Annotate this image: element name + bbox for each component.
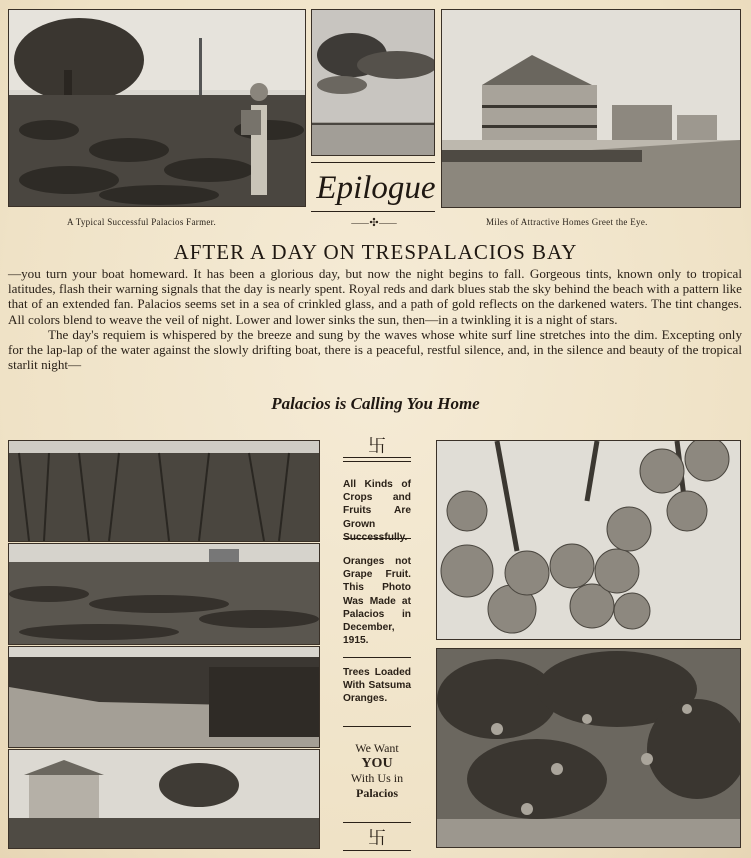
crops-photo-1	[8, 440, 320, 542]
body-paragraph-1: —you turn your boat homeward. It has been a glorious day, but now the night begins to fall. Gorgeous tints, known only to tropical latitudes, flash their warning signals that the day is nearly spent. Royal reds and dark blues stab the sky behind the beach with a pattern like that of an extended fan. Palacios seems set in a sea of crinkled glass, and a path of gold reflects on the darkened waters. The tint changes. All colors blend to weave the veil of night. Lower and lower sinks the sun, then—in a twinkling it is a night of stars.	[8, 266, 742, 327]
want-line-4: Palacios	[356, 786, 398, 800]
headline: AFTER A DAY ON TRESPALACIOS BAY	[173, 240, 578, 264]
crops-photo-2	[8, 543, 320, 645]
want-line-2: YOU	[361, 756, 393, 771]
sidebar-rule-4	[343, 657, 411, 658]
emblem-top: 卐	[368, 436, 386, 456]
sidebar-rule-3	[343, 538, 411, 539]
satsuma-trees-photo	[436, 648, 741, 848]
sidebar-rule-5	[343, 726, 411, 727]
farmer-photo	[8, 9, 306, 207]
epilogue-rule-top	[311, 162, 435, 163]
sidebar-rule-6	[343, 822, 411, 823]
epilogue-rule-bottom	[311, 211, 435, 212]
crops-photo-3	[8, 646, 320, 748]
emblem-bottom: 卐	[368, 828, 386, 848]
sidebar-rule-7	[343, 850, 411, 851]
homes-street-photo	[441, 9, 741, 208]
sidebar-block-oranges: Oranges not Grape Fruit. This Photo Was Made at Palacios in December, 1915.	[343, 556, 411, 647]
sunset-sky-photo	[311, 9, 435, 156]
sidebar-rule-2	[343, 461, 411, 462]
sidebar-rule-1	[343, 457, 411, 458]
sidebar-block-satsuma: Trees Loaded With Satsuma Oranges.	[343, 667, 411, 705]
farmhouse-photo	[8, 749, 320, 849]
oranges-photo	[436, 440, 741, 640]
want-line-1: We Want	[355, 741, 399, 755]
epilogue-title: Epilogue	[316, 170, 436, 206]
ornament-divider: ⸺✣⸺	[350, 217, 398, 229]
body-text	[8, 266, 742, 372]
we-want-you-block	[343, 741, 411, 801]
homes-caption: Miles of Attractive Homes Greet the Eye.	[486, 217, 648, 227]
calling-tagline: Palacios is Calling You Home	[271, 394, 480, 413]
farmer-caption: A Typical Successful Palacios Farmer.	[67, 217, 217, 227]
want-line-3: With Us in	[350, 771, 404, 785]
sidebar-block-crops: All Kinds of Crops and Fruits Are Grown	[343, 479, 411, 530]
body-paragraph-2: The day's requiem is whispered by the breeze and sung by the waves whose white surf line stretches into the dim. Excepting only for the lap-lap of the water against the slowly drifting boat, there is a peaceful, restful silence, and, in the silence and beauty of the tropical starlit night—	[8, 326, 742, 373]
